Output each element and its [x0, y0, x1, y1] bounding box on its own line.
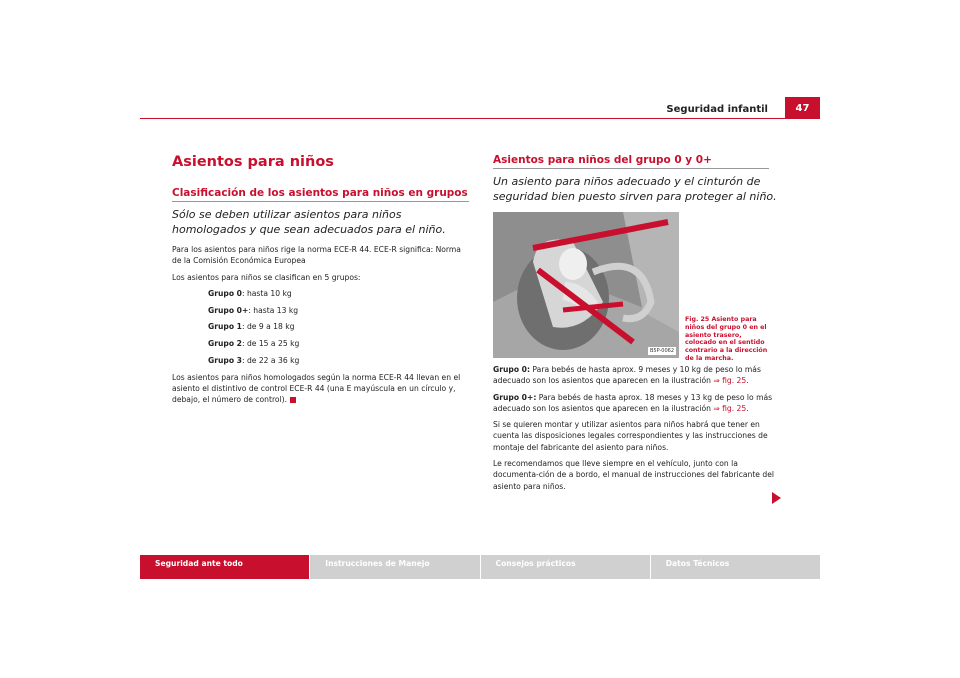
tab-datos-tecnicos[interactable]: Datos Técnicos: [651, 555, 820, 579]
section-intro: Sólo se deben utilizar asientos para niños homologados y que sean adecuados para el niño.: [172, 208, 446, 236]
page-title: Asientos para niños: [172, 154, 334, 170]
page-number: 47: [785, 97, 820, 119]
left-body: [172, 244, 470, 411]
tab-consejos-practicos[interactable]: Consejos prácticos: [481, 555, 650, 579]
running-header-title: Seguridad infantil: [666, 104, 768, 115]
figure-reference-link[interactable]: ⇒ fig. 25: [713, 376, 747, 386]
tab-seguridad-ante-todo[interactable]: Seguridad ante todo: [140, 555, 309, 579]
section-title-clasificacion: Clasificación de los asientos para niños en grupos: [172, 187, 468, 199]
paragraph-montaje: Si se quieren montar y utilizar asientos para niños habrá que tener en cuenta las disposiciones legales correspondientes y las instrucciones de montaje del fabricante del asiento para niños.: [493, 420, 768, 452]
paragraph-grupo-0-plus: Grupo 0+: Para bebés de hasta aprox. 18 meses y 13 kg de peso lo más adecuado son los asientos que aparecen en la ilustración ⇒ fig. 25.: [493, 392, 773, 413]
list-item: Grupo 2: de 15 a 25 kg: [208, 339, 300, 349]
right-body: [493, 364, 776, 497]
paragraph-grupo-0: Grupo 0: Para bebés de hasta aprox. 9 meses y 10 kg de peso lo más adecuado son los asientos que aparecen en la ilustración ⇒ fig. 25.: [493, 365, 761, 386]
section-intro: Un asiento para niños adecuado y el cinturón de seguridad bien puesto sirven para proteger al niño.: [493, 175, 777, 203]
paragraph-norma: Para los asientos para niños rige la norma ECE-R 44. ECE-R significa: Norma de la Comisión Económica Europea: [172, 245, 461, 266]
paragraph-grupos-intro: Los asientos para niños se clasifican en 5 grupos:: [172, 272, 361, 282]
section-title-grupo-0: Asientos para niños del grupo 0 y 0+: [493, 154, 712, 166]
end-of-section-icon: [290, 397, 296, 403]
section-rule: [493, 168, 769, 169]
continue-arrow-icon[interactable]: [772, 492, 781, 504]
figure-code: B5P-0062: [649, 348, 674, 354]
figure-caption: Fig. 25 Asiento para niños del grupo 0 en el asiento trasero, colocado en el sentido contrario a la dirección de la marcha.: [685, 316, 768, 362]
tab-instrucciones-de-manejo[interactable]: Instrucciones de Manejo: [310, 555, 479, 579]
header-rule: [140, 118, 820, 119]
section-rule: [172, 201, 469, 202]
paragraph-homologados: Los asientos para niños homologados según la norma ECE-R 44 llevan en el asiento el distintivo de control ECE-R 44 (una E mayúscula en un círculo y, debajo, el número de control).: [172, 372, 461, 405]
child-seat-drawing: [493, 212, 679, 358]
figure-reference-link[interactable]: ⇒ fig. 25: [713, 403, 747, 413]
group-list: [172, 288, 470, 366]
list-item: Grupo 3: de 22 a 36 kg: [208, 356, 300, 366]
paragraph-recomendacion: Le recomendamos que lleve siempre en el vehículo, junto con la documenta-ción de a bordo, el manual de instrucciones del fabricante del asiento para niños.: [493, 459, 774, 491]
list-item: Grupo 1: de 9 a 18 kg: [208, 322, 295, 332]
footer-nav: [140, 555, 820, 579]
list-item: Grupo 0+: hasta 13 kg: [208, 305, 299, 315]
list-item: Grupo 0: hasta 10 kg: [208, 288, 292, 298]
child-seat-illustration: [493, 212, 679, 358]
